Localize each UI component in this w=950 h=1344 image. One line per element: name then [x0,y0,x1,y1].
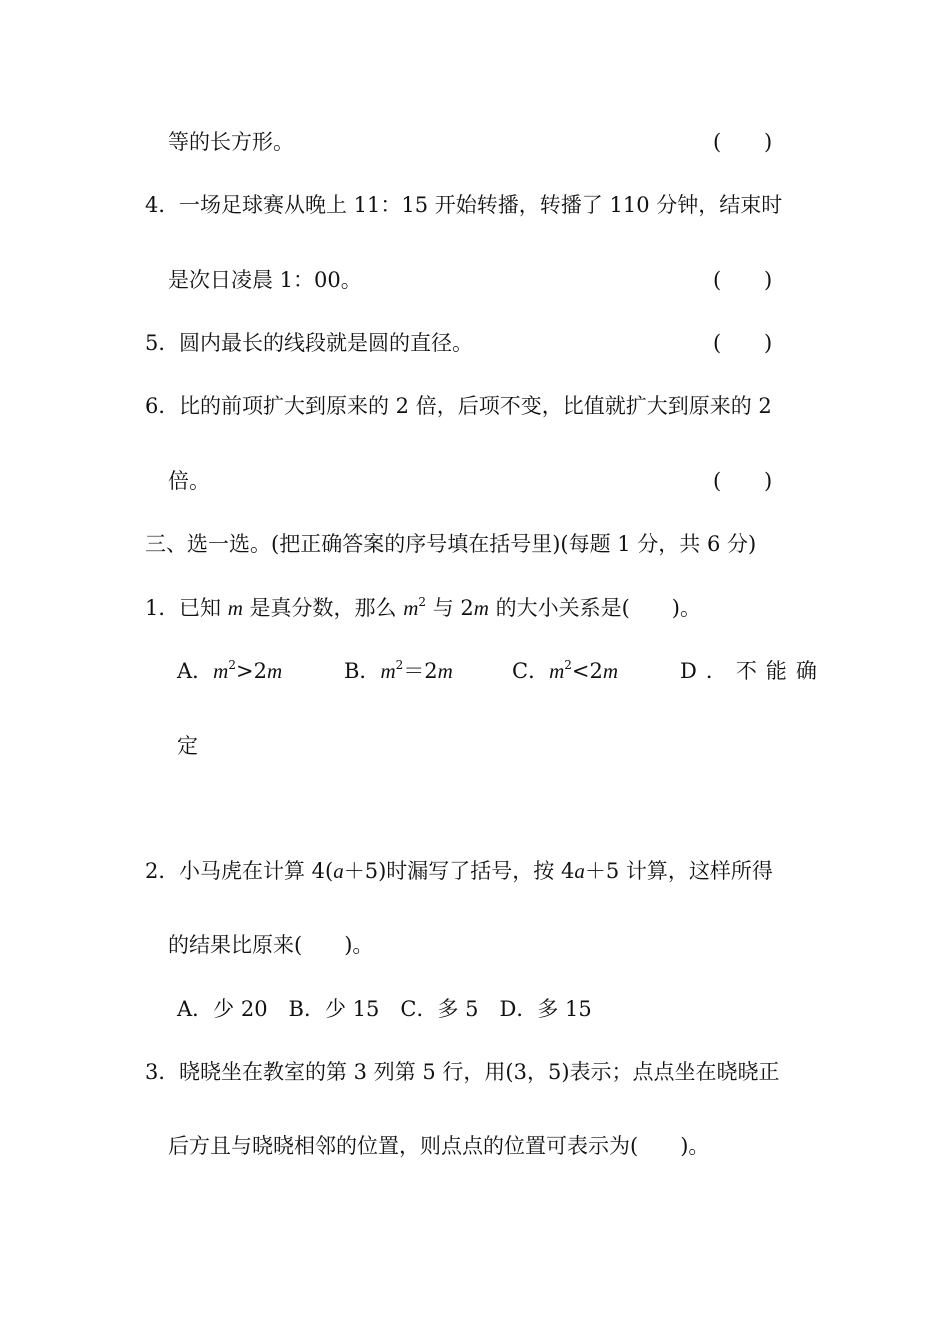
option-b[interactable]: B．$m^2=2m$ [344,658,453,683]
choice-q3-text: 晓晓坐在教室的第 3 列第 5 行，用(3，5)表示；点点坐在晓晓正 [179,1060,780,1084]
judge-q6-text: 比的前项扩大到原来的 2 倍，后项不变，比值就扩大到原来的 2 [179,394,772,418]
choice-q3-text-cont: 后方且与晓晓相邻的位置，则点点的位置可表示为( )。 [168,1134,710,1158]
question-number: 3． [145,1060,180,1084]
judge-q5-text: 圆内最长的线段就是圆的直径。 [179,331,473,355]
option-d[interactable]: D．不能确 [680,659,826,683]
question-number: 5． [145,331,180,355]
judge-q4-text-cont: 是次日凌晨 1：00。 [168,268,362,292]
option-c[interactable]: C．$m^2<2m$ [512,658,619,683]
document-page: 等的长方形。 ( ) 4． 一场足球赛从晚上 11：15 开始转播，转播了 110 分钟，结束时 是次日凌晨 1：00。 ( ) 5． 圆内最长的线段就是圆的直径。 ( ) 6． 比的前项扩大到原来的 2 倍，后项不变，比值就扩大到原来的 2 倍。 ( ) 三、选一选。(把正确答案的序号填在括号里)(每题 1 分，共 6 分) 1． 已知 m 是真分数，那么 $m^2$ 与 2m 的大小关系是( )。 A．$m^2>2m$ B．$m^2=2m$ C．$m^2<2m$ D．不能确 定 2． 小马虎在计算 4(a＋5)时漏写了括号，按 4a＋5 计算，这样所得 的结果比原来( )。 A．少 20 B．少 15 C．多 5 D．多 15 3． 晓晓坐在教室的第 3 列第 5 行，用(3，5)表示；点点坐在晓晓正 后方且与晓晓相邻的位置，则点点的位置可表示为( )。 [0,0,950,1344]
question-number: 2． [145,859,180,883]
question-number: 4． [145,193,180,217]
choice-q1-text: 已知 m 是真分数，那么 $m^2$ 与 2m 的大小关系是( )。 [179,595,701,620]
choice-q2-option-list[interactable]: A．少 20 B．少 15 C．多 5 D．多 15 [177,997,592,1021]
question-number: 1． [145,596,180,620]
choice-q2-text: 小马虎在计算 4(a＋5)时漏写了括号，按 4a＋5 计算，这样所得 [179,859,773,883]
option-d-continuation: 定 [177,734,198,758]
question-number: 6． [145,394,180,418]
choice-q2-text-cont: 的结果比原来( )。 [168,933,374,957]
option-a[interactable]: A．$m^2>2m$ [177,658,283,683]
judge-q6-text-cont: 倍。 [168,469,210,493]
judge-q3-text: 等的长方形。 [168,130,294,154]
section3-heading: 三、选一选。(把正确答案的序号填在括号里)(每题 1 分，共 6 分) [145,532,757,556]
judge-q4-text: 一场足球赛从晚上 11：15 开始转播，转播了 110 分钟，结束时 [179,193,783,217]
